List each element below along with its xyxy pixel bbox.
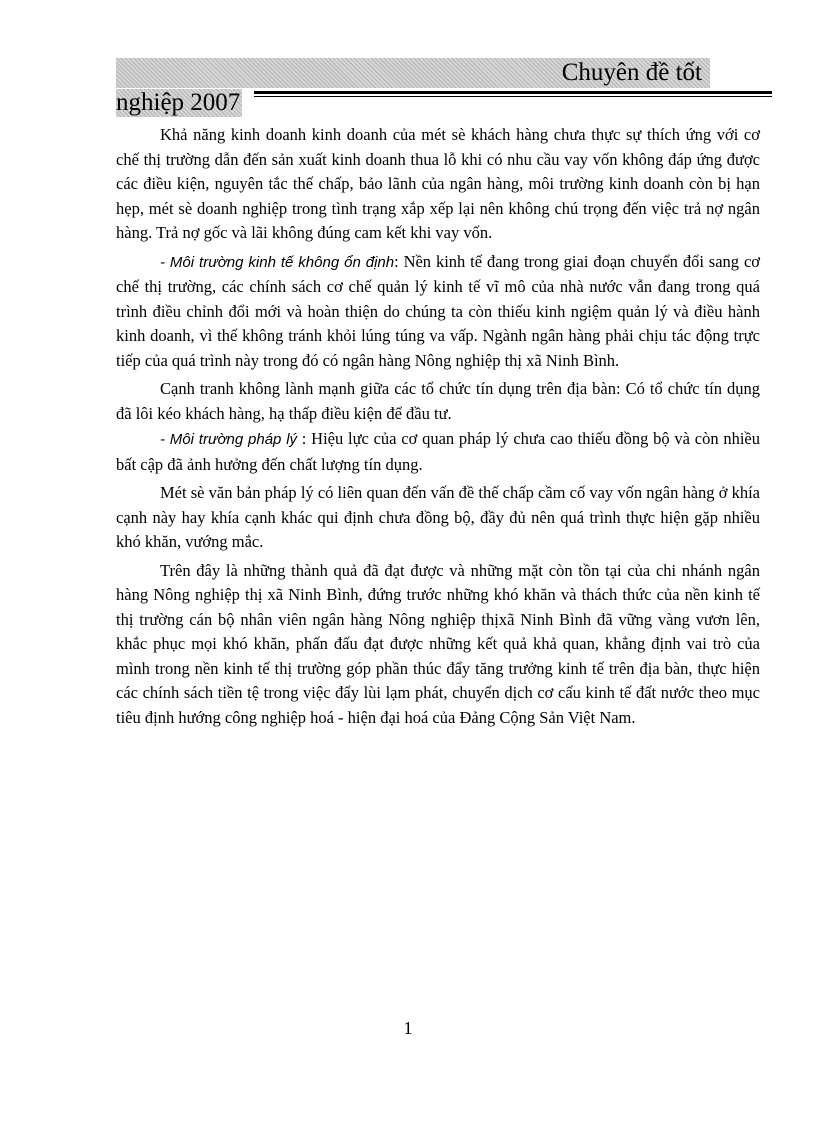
paragraph-lead-italic: - Môi trường pháp lý: [160, 431, 298, 448]
header-title-line2: nghiệp 2007: [116, 89, 241, 116]
paragraph-text: Mét sè văn bản pháp lý có liên quan đến vấn đề thế chấp cầm cố vay vốn ngân hàng ở khía cạnh này hay khía cạnh khác qui định chưa đồng bộ, đầy đủ nên quá trình thực hiện gặp nhiều khó khăn, vướng mắc.: [116, 483, 760, 551]
header-title-line1: Chuyên đề tốt: [561, 59, 702, 86]
page-number: 1: [403, 1018, 413, 1038]
paragraph-4: [116, 427, 760, 477]
paragraph-5: [116, 481, 760, 555]
paragraph-text: Cạnh tranh không lành mạnh giữa các tổ chức tín dụng trên địa bàn: Có tổ chức tín dụng đã lôi kéo khách hàng, hạ thấp điều kiện để đầu tư.: [116, 379, 760, 423]
paragraph-lead-italic: - Môi trường kinh tế không ổn định: [160, 253, 395, 271]
paragraph-text: Trên đây là những thành quả đã đạt được và những mặt còn tồn tại của chi nhánh ngân hàng Nông nghiệp thị xã Ninh Bình, đứng trước những khó khăn và thách thức của nền kinh tế thị trường cán bộ nhân viên ngân hàng Nông nghiệp thịxã Ninh Bình đã vững vàng vươn lên, khắc phục mọi khó khăn, phấn đấu đạt được những kết quả khả quan, khẳng định vai trò của mình trong nền kinh tế thị trường góp phần thúc đẩy tăng trưởng kinh tế trên địa bàn, thực hiện các chính sách tiền tệ trong việc đẩy lùi lạm phát, chuyển dịch cơ cấu kinh tế đất nước theo mục tiêu định hướng công nghiệp hoá - hiện đại hoá của Đảng Cộng Sản Việt Nam.: [116, 560, 760, 727]
paragraph-3: [116, 377, 760, 426]
paragraph-1: [116, 123, 760, 246]
header-double-rule: [254, 91, 772, 97]
paragraph-2: [116, 250, 760, 374]
paragraph-text: Khả năng kinh doanh kinh doanh của mét sè khách hàng chưa thực sự thích ứng với cơ chế thị trường dẫn đến sản xuất kinh doanh thua lỗ khi có nhu cầu vay vốn không đáp ứng được các điều kiện, nguyên tắc thế chấp, bảo lãnh của ngân hàng, môi trường kinh doanh còn bị hạn hẹp, mét sè doanh nghiệp trong tình trạng xắp xếp lại nên không chú trọng đến việc trả nợ ngân hàng. Trả nợ gốc và lãi không đúng cam kết khi vay vốn.: [116, 125, 760, 242]
page-header: [116, 58, 772, 120]
paragraph-6: [116, 559, 760, 731]
document-body: [116, 123, 760, 734]
paragraph-text: : Hiệu lực của cơ quan pháp lý chưa cao thiếu đồng bộ và còn nhiều bất cập đã ảnh hưởng đến chất lượng tín dụng.: [116, 429, 760, 474]
paragraph-text: : Nền kinh tế đang trong giai đoạn chuyển đổi sang cơ chế thị trường, các chính sách cơ chế quản lý kinh tế vĩ mô của nhà nước vẫn đang trong quá trình điều chỉnh đổi mới và hoàn thiện do chúng ta còn thiếu kinh ngiệm quản lý và điều hành kinh doanh, vì thế không tránh khỏi lúng túng va vấp. Ngành ngân hàng phải chịu tác động trực tiếp của quá trình này trong đó có ngân hàng Nông nghiệp thị xã Ninh Bình.: [116, 251, 760, 370]
